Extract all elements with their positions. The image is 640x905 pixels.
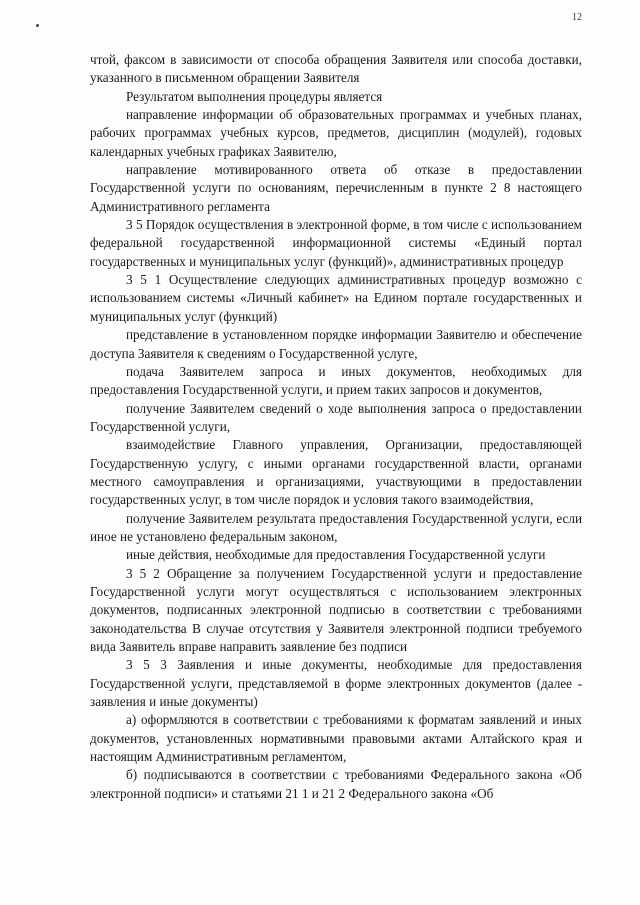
paragraph-3-5-1: 3 5 1 Осуществление следующих административных процедур возможно с использованием системы «Личный кабинет» на Едином портале государственных и муниципальных услуг (функций) — [90, 272, 582, 324]
paragraph: получение Заявителем сведений о ходе выполнения запроса о предоставлении Государственной услуги, — [90, 400, 582, 434]
paragraph: иные действия, необходимые для предоставления Государственной услуги — [126, 547, 546, 563]
paragraph: взаимодействие Главного управления, Организации, предоставляющей Государственную услугу, с иными органами государственной власти, органами местного самоуправления и организациями, участвующими в предоставлении государственных услуг, в том числе порядок и условия такого взаимодействия, — [90, 437, 582, 508]
paragraph: получение Заявителем результата предоставления Государственной услуги, если иное не установлено федеральным законом, — [90, 510, 582, 544]
document-body — [90, 51, 582, 803]
paragraph-3-5-2: 3 5 2 Обращение за получением Государственной услуги и предоставление Государственной услуги могут осуществляться с использованием электронных документов, подписанных электронной подписью в соответствии с требованиями законодательства В случае отсутствия у Заявителя электронной подписи требуемого вида Заявитель вправе направить заявление без подписи — [90, 565, 582, 654]
paragraph: Результатом выполнения процедуры является — [126, 88, 383, 104]
scan-speck — [36, 24, 39, 27]
paragraph: чтой, факсом в зависимости от способа обращения Заявителя или способа доставки, указанного в письменном обращении Заявителя — [90, 52, 582, 86]
paragraph-item-a: а) оформляются в соответствии с требованиями к форматам заявлений и иных документов, установленных нормативными правовыми актами Алтайского края и настоящим Административным регламентом, — [90, 712, 582, 765]
paragraph: направление информации об образовательных программах и учебных планах, рабочих программах учебных курсов, предметов, дисциплин (модулей), годовых календарных учебных графиках Заявителю, — [90, 107, 582, 159]
paragraph-3-5-3: 3 5 3 Заявления и иные документы, необходимые для предоставления Государственной услуги, представляемой в форме электронных документов (далее - заявления и иные документы) — [90, 657, 582, 710]
section-heading-3-5: 3 5 Порядок осуществления в электронной форме, в том числе с использованием федеральной государственной информационной системы «Единый портал государственных и муниципальных услуг (функций)», административных процедур — [90, 217, 582, 269]
paragraph: подача Заявителем запроса и иных документов, необходимых для предоставления Государственной услуги, и прием таких запросов и документов, — [90, 363, 582, 398]
paragraph: представление в установленном порядке информации Заявителю и обеспечение доступа Заявителя к сведениям о Государственной услуге, — [90, 327, 582, 361]
paragraph-item-b: б) подписываются в соответствии с требованиями Федерального закона «Об электронной подписи» и статьями 21 1 и 21 2 Федерального закона «Об — [90, 767, 582, 801]
paragraph: направление мотивированного ответа об отказе в предоставлении Государственной услуги по основаниям, перечисленным в пункте 2 8 настоящего Административного регламента — [90, 162, 582, 214]
page-number: 12 — [572, 12, 582, 23]
